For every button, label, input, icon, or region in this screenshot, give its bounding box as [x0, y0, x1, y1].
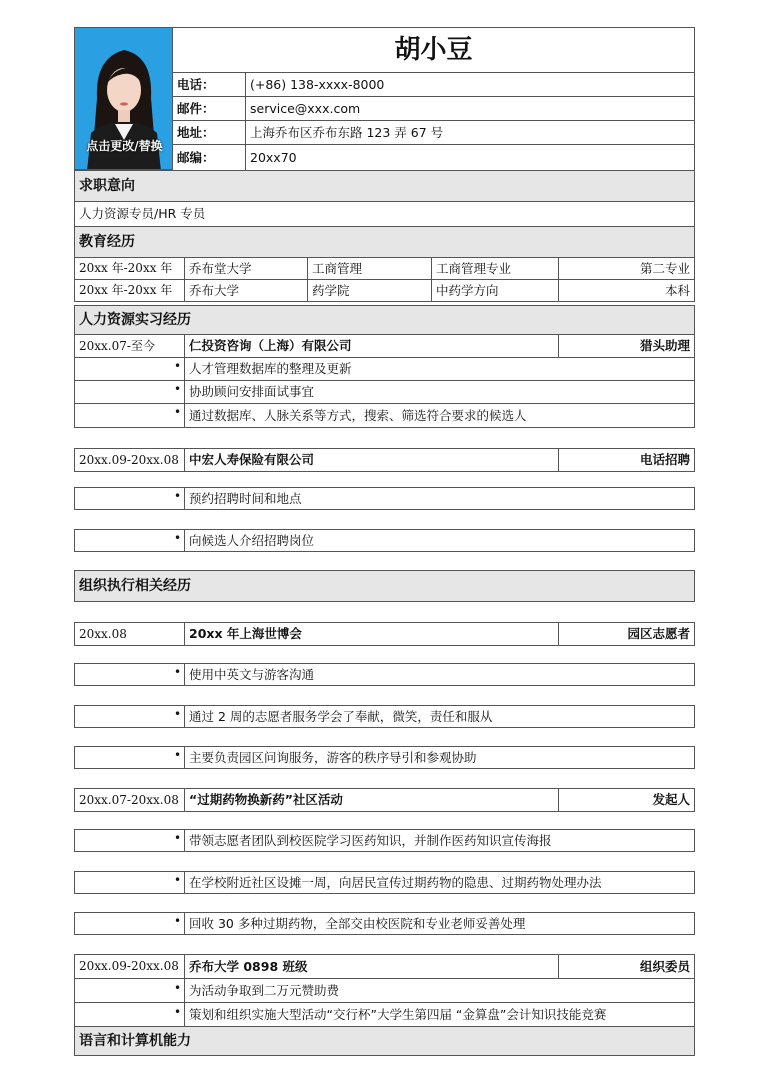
bullet-spacer	[74, 978, 185, 1003]
job-item: 人才管理数据库的整理及更新	[184, 357, 695, 381]
bullet-spacer	[74, 871, 185, 894]
job-item: 在学校附近社区设摊一周，向居民宣传过期药物的隐患、过期药物处理办法	[184, 871, 695, 894]
bullet-spacer	[74, 746, 185, 769]
job-company: “过期药物换新药”社区活动	[184, 788, 559, 812]
job-date: 20xx.07-至今	[74, 334, 185, 358]
bullet-dot: •	[174, 873, 182, 887]
job-item: 向候选人介绍招聘岗位	[184, 529, 695, 552]
job-item: 回收 30 多种过期药物，全部交由校医院和专业老师妥善处理	[184, 912, 695, 935]
job-item: 主要负责园区问询服务，游客的秩序导引和参观协助	[184, 746, 695, 769]
address-value: 上海乔布区乔布东路 123 弄 67 号	[245, 120, 695, 145]
job-role: 发起人	[558, 788, 695, 812]
job-company: 20xx 年上海世博会	[184, 622, 559, 646]
edu-degree: 第二专业	[558, 257, 695, 280]
job-role: 猎头助理	[558, 334, 695, 358]
phone-value: (+86) 138-xxxx-8000	[245, 72, 695, 97]
edu-college: 工商管理	[307, 257, 432, 280]
section-objective: 求职意向	[74, 170, 695, 202]
bullet-dot: •	[174, 831, 182, 845]
job-role: 组织委员	[558, 954, 695, 979]
profile-photo[interactable]	[74, 27, 173, 170]
job-date: 20xx.09-20xx.08	[74, 954, 185, 979]
job-date: 20xx.09-20xx.08	[74, 448, 185, 472]
zip-value: 20xx70	[245, 144, 695, 171]
photo-caption[interactable]: 点击更改/替换	[86, 139, 163, 153]
bullet-spacer	[74, 403, 185, 428]
bullet-dot: •	[174, 382, 182, 396]
objective-value: 人力资源专员/HR 专员	[74, 201, 695, 227]
bullet-dot: •	[174, 531, 182, 545]
job-item: 预约招聘时间和地点	[184, 487, 695, 510]
job-item: 协助顾问安排面试事宜	[184, 380, 695, 404]
bullet-dot: •	[174, 489, 182, 503]
bullet-spacer	[74, 663, 185, 686]
email-value: service@xxx.com	[245, 96, 695, 121]
section-education: 教育经历	[74, 226, 695, 258]
bullet-dot: •	[174, 748, 182, 762]
bullet-spacer	[74, 912, 185, 935]
section-organizing: 组织执行相关经历	[74, 570, 695, 602]
job-item: 带领志愿者团队到校医院学习医药知识，并制作医药知识宣传海报	[184, 829, 695, 852]
edu-major: 中药学方向	[431, 279, 559, 302]
section-internship: 人力资源实习经历	[74, 305, 695, 335]
job-item: 为活动争取到二万元赞助费	[184, 978, 695, 1003]
job-date: 20xx.08	[74, 622, 185, 646]
edu-date: 20xx 年-20xx 年	[74, 279, 185, 302]
edu-college: 药学院	[307, 279, 432, 302]
edu-school: 乔布大学	[184, 279, 308, 302]
section-language: 语言和计算机能力	[74, 1026, 695, 1056]
bullet-spacer	[74, 529, 185, 552]
bullet-dot: •	[174, 707, 182, 721]
bullet-spacer	[74, 357, 185, 381]
bullet-dot: •	[174, 914, 182, 928]
edu-school: 乔布堂大学	[184, 257, 308, 280]
bullet-dot: •	[174, 405, 182, 419]
bullet-spacer	[74, 1002, 185, 1027]
bullet-spacer	[74, 829, 185, 852]
email-label: 邮件：	[172, 96, 246, 121]
job-item: 使用中英文与游客沟通	[184, 663, 695, 686]
bullet-dot: •	[174, 981, 182, 995]
bullet-dot: •	[174, 359, 182, 373]
bullet-spacer	[74, 487, 185, 510]
job-item: 通过数据库、人脉关系等方式，搜索、筛选符合要求的候选人	[184, 403, 695, 428]
job-company: 中宏人寿保险有限公司	[184, 448, 559, 472]
edu-degree: 本科	[558, 279, 695, 302]
name-title: 胡小豆	[172, 27, 695, 73]
edu-major: 工商管理专业	[431, 257, 559, 280]
bullet-spacer	[74, 380, 185, 404]
job-role: 园区志愿者	[558, 622, 695, 646]
job-company: 仁投资咨询（上海）有限公司	[184, 334, 559, 358]
address-label: 地址：	[172, 120, 246, 145]
zip-label: 邮编：	[172, 144, 246, 171]
job-item: 策划和组织实施大型活动“交行杯”大学生第四届 “金算盘”会计知识技能竞赛	[184, 1002, 695, 1027]
phone-label: 电话：	[172, 72, 246, 97]
job-company: 乔布大学 0898 班级	[184, 954, 559, 979]
bullet-dot: •	[174, 665, 182, 679]
job-date: 20xx.07-20xx.08	[74, 788, 185, 812]
job-role: 电话招聘	[558, 448, 695, 472]
job-item: 通过 2 周的志愿者服务学会了奉献，微笑，责任和服从	[184, 705, 695, 728]
bullet-dot: •	[174, 1005, 182, 1019]
bullet-spacer	[74, 705, 185, 728]
edu-date: 20xx 年-20xx 年	[74, 257, 185, 280]
